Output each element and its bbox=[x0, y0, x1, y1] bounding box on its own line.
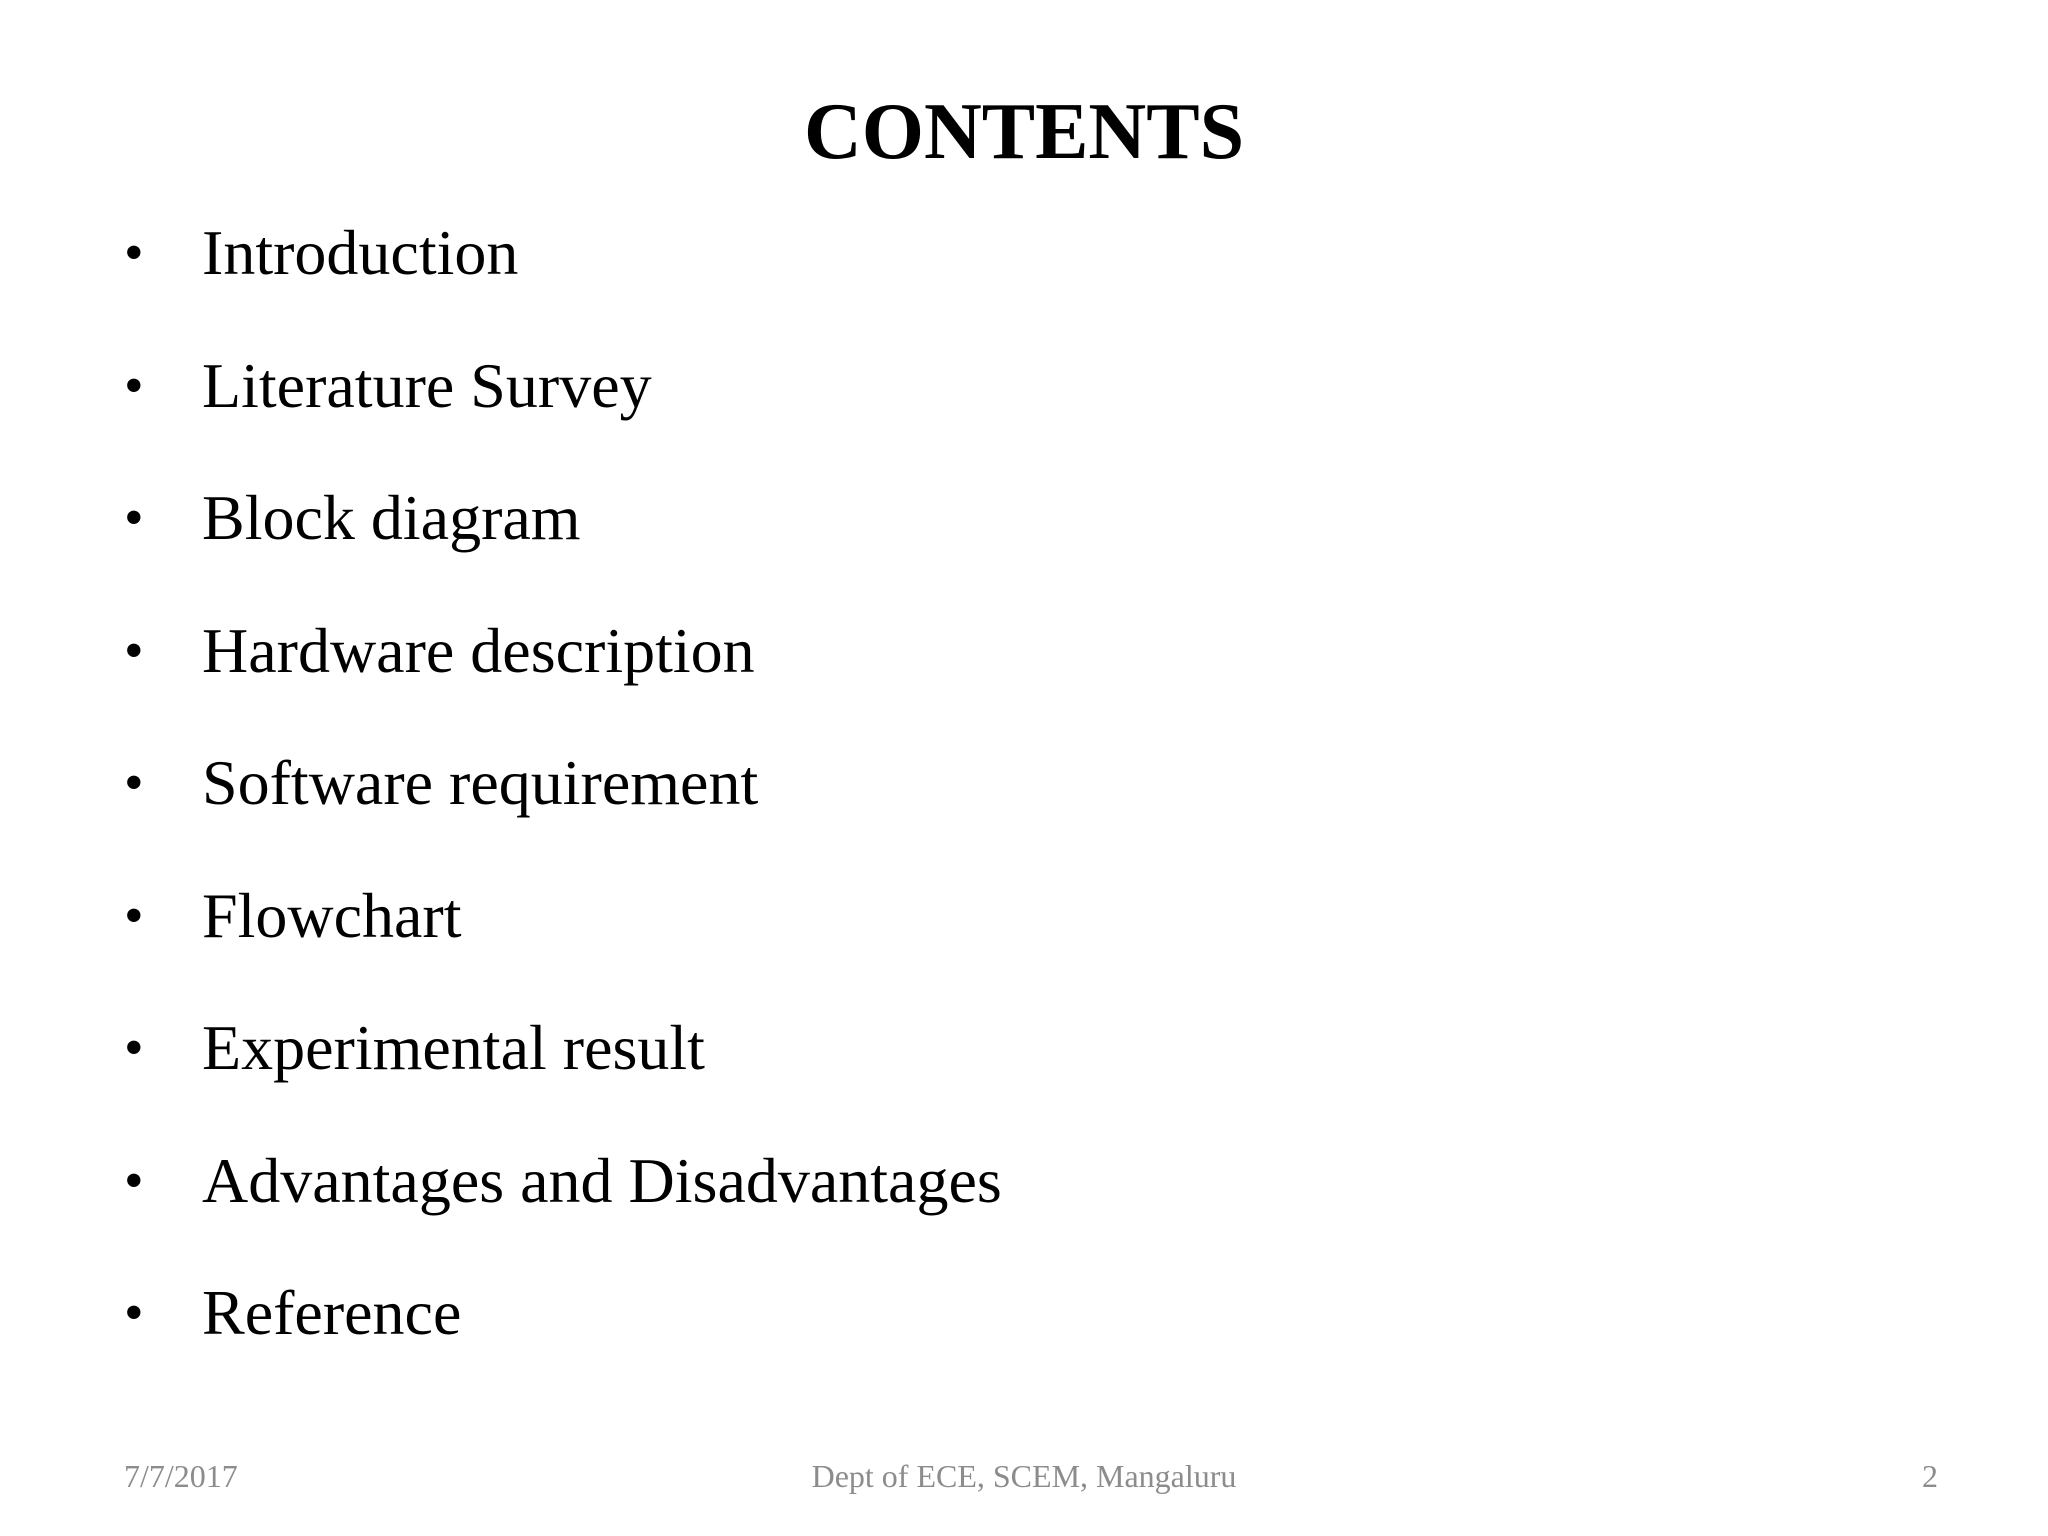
list-item bbox=[124, 735, 1002, 868]
list-item-text: Reference bbox=[202, 1277, 462, 1348]
list-item-text: Flowchart bbox=[202, 879, 462, 951]
list-item bbox=[124, 1265, 1002, 1398]
list-item-text: Literature Survey bbox=[202, 349, 652, 421]
list-item-text: Advantages and Disadvantages bbox=[202, 1144, 1002, 1216]
list-item bbox=[124, 470, 1002, 603]
bullet-icon: • bbox=[124, 354, 144, 417]
list-item bbox=[124, 338, 1002, 471]
bullet-icon: • bbox=[124, 619, 144, 682]
contents-list bbox=[124, 205, 1002, 1398]
footer-date: 7/7/2017 bbox=[124, 1458, 238, 1494]
footer-page-number: 2 bbox=[1922, 1458, 1938, 1494]
list-item-text: Experimental result bbox=[202, 1012, 705, 1083]
bullet-icon: • bbox=[124, 1282, 144, 1344]
list-item bbox=[124, 1133, 1002, 1266]
list-item bbox=[124, 868, 1002, 1001]
list-item-text: Block diagram bbox=[202, 482, 581, 553]
list-item-text: Hardware description bbox=[202, 614, 755, 686]
bullet-icon: • bbox=[124, 487, 144, 549]
bullet-icon: • bbox=[124, 752, 144, 814]
bullet-icon: • bbox=[124, 884, 144, 947]
list-item bbox=[124, 603, 1002, 736]
bullet-icon: • bbox=[124, 1017, 144, 1079]
bullet-icon: • bbox=[124, 1149, 144, 1212]
list-item-text: Introduction bbox=[202, 217, 519, 288]
list-item-text: Software requirement bbox=[202, 747, 759, 818]
footer-department: Dept of ECE, SCEM, Mangaluru bbox=[811, 1458, 1237, 1494]
bullet-icon: • bbox=[124, 222, 144, 284]
list-item bbox=[124, 1000, 1002, 1133]
list-item bbox=[124, 205, 1002, 338]
slide-title: CONTENTS bbox=[803, 88, 1245, 176]
